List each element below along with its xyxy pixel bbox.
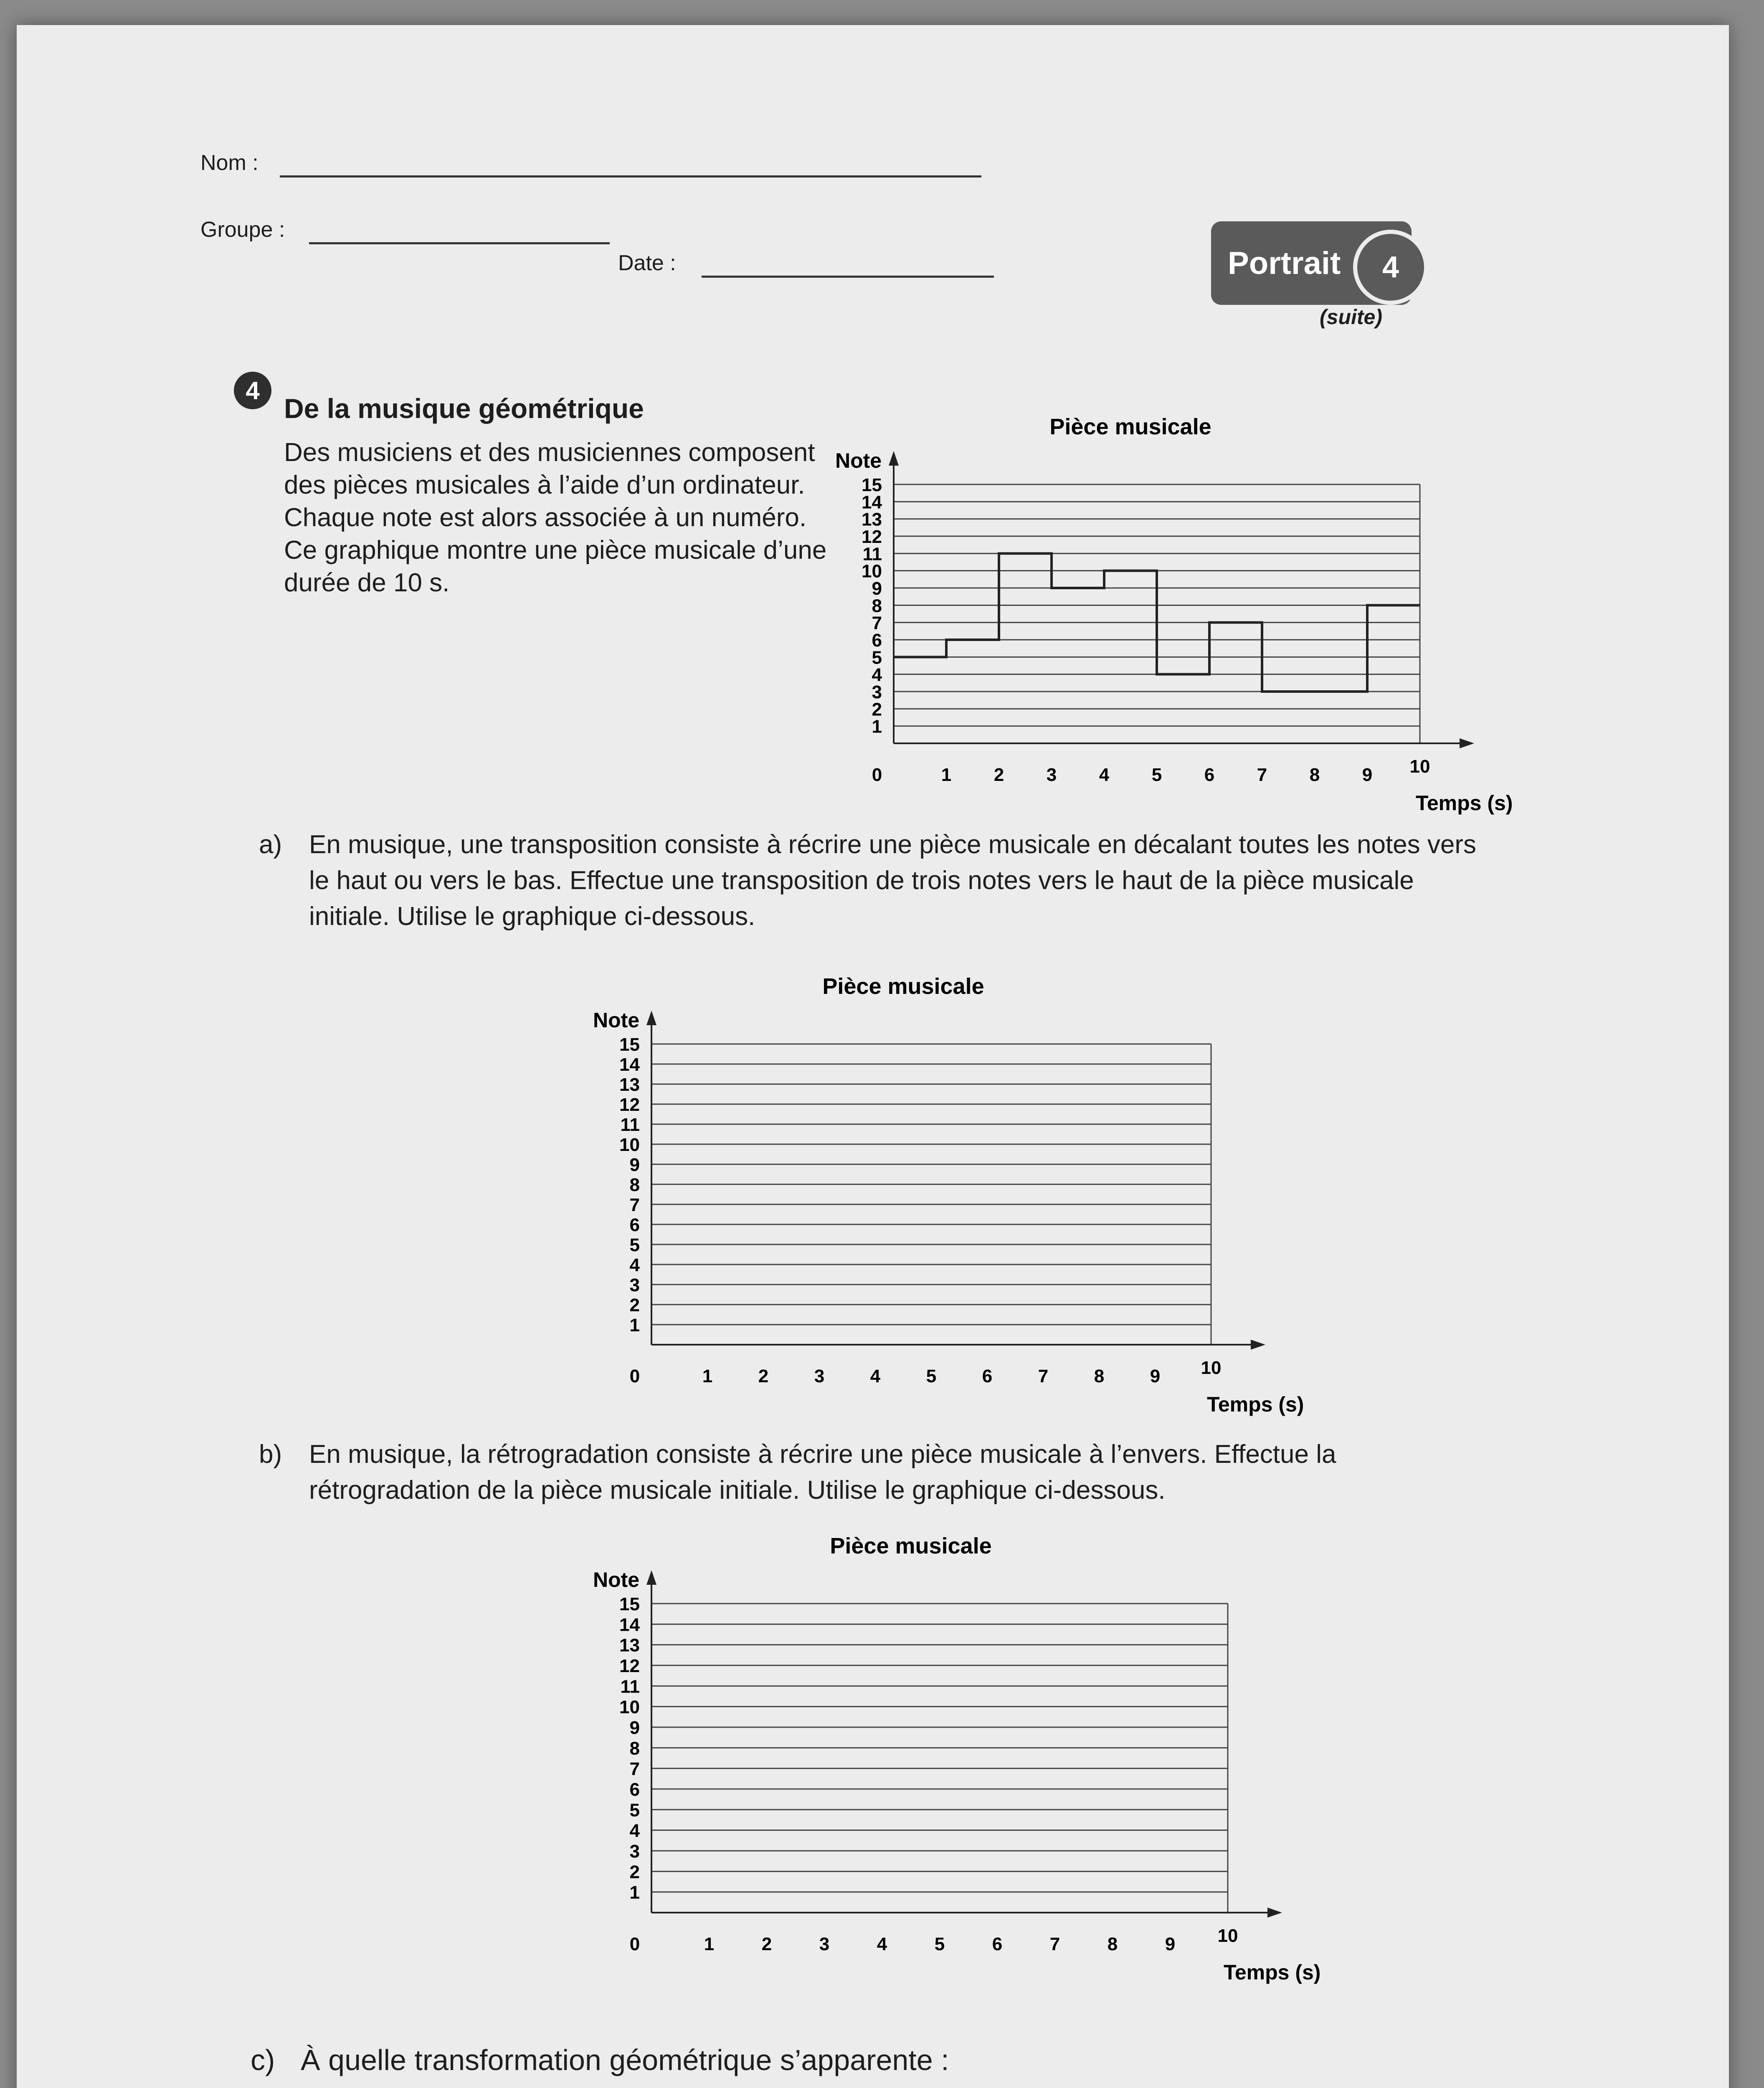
y-tick-label: 3 bbox=[629, 1841, 640, 1862]
y-tick-label: 5 bbox=[629, 1235, 640, 1255]
y-axis-arrow bbox=[646, 1570, 656, 1585]
y-tick-label: 4 bbox=[629, 1255, 640, 1275]
x-tick-label: 4 bbox=[877, 1934, 887, 1954]
x-axis-arrow bbox=[1267, 1908, 1282, 1918]
y-tick-label: 14 bbox=[619, 1054, 640, 1075]
chart-retrogradation[interactable] bbox=[585, 1528, 1353, 1988]
y-tick-label: 2 bbox=[629, 1862, 640, 1883]
y-tick-label: 11 bbox=[862, 544, 882, 565]
x-tick-label: 3 bbox=[814, 1366, 825, 1386]
y-tick-label: 12 bbox=[862, 527, 882, 547]
y-tick-label: 7 bbox=[629, 1759, 640, 1779]
part-c-label: c) bbox=[251, 2044, 275, 2076]
x-tick-label: 0 bbox=[629, 1366, 640, 1386]
x-tick-label: 9 bbox=[1362, 765, 1373, 785]
y-tick-label: 14 bbox=[619, 1614, 640, 1635]
x-tick-label: 7 bbox=[1049, 1934, 1060, 1954]
x-tick-label: 3 bbox=[1046, 765, 1057, 785]
y-tick-label: 15 bbox=[862, 475, 882, 495]
y-tick-label: 7 bbox=[629, 1195, 640, 1215]
part-a-label: a) bbox=[259, 830, 282, 859]
x-tick-label: 9 bbox=[1150, 1366, 1161, 1386]
x-tick-label: 0 bbox=[872, 765, 882, 785]
y-tick-label: 13 bbox=[619, 1074, 640, 1095]
chart-y-axis-label: Note bbox=[593, 1009, 640, 1032]
x-tick-label: 8 bbox=[1094, 1366, 1105, 1386]
date-label: Date : bbox=[618, 251, 676, 275]
y-tick-label: 5 bbox=[872, 647, 882, 668]
x-tick-label: 7 bbox=[1038, 1366, 1049, 1386]
y-tick-label: 8 bbox=[629, 1738, 640, 1759]
x-tick-label: 1 bbox=[704, 1934, 715, 1954]
x-tick-label: 5 bbox=[926, 1366, 937, 1386]
chart-x-axis-label: Temps (s) bbox=[1416, 791, 1513, 815]
y-tick-label: 4 bbox=[629, 1820, 640, 1841]
y-tick-label: 1 bbox=[629, 1315, 640, 1335]
x-tick-label: 10 bbox=[1409, 756, 1430, 777]
chart-x-axis-label: Temps (s) bbox=[1207, 1393, 1304, 1416]
y-axis-arrow bbox=[889, 451, 899, 466]
portrait-badge-text: Portrait bbox=[1228, 245, 1341, 281]
y-tick-label: 11 bbox=[620, 1676, 640, 1697]
question-number: 4 bbox=[234, 372, 271, 409]
chart-original-piece bbox=[827, 409, 1545, 818]
portrait-badge-number: 4 bbox=[1353, 230, 1428, 305]
chart-transposition[interactable] bbox=[585, 969, 1336, 1420]
x-axis-arrow bbox=[1460, 738, 1474, 748]
question-title: De la musique géométrique bbox=[284, 393, 644, 424]
portrait-badge bbox=[1211, 221, 1412, 305]
chart-title: Pièce musicale bbox=[822, 974, 984, 999]
y-tick-label: 2 bbox=[629, 1295, 640, 1315]
chart-y-axis-label: Note bbox=[835, 449, 882, 472]
y-tick-label: 7 bbox=[872, 613, 882, 633]
y-tick-label: 6 bbox=[629, 1215, 640, 1235]
x-tick-label: 6 bbox=[1204, 765, 1215, 785]
x-tick-label: 5 bbox=[934, 1934, 945, 1954]
groupe-line[interactable] bbox=[309, 242, 610, 244]
x-axis-arrow bbox=[1251, 1340, 1265, 1350]
y-tick-label: 12 bbox=[619, 1656, 640, 1676]
y-tick-label: 13 bbox=[862, 509, 882, 530]
x-tick-label: 7 bbox=[1257, 765, 1267, 785]
y-tick-label: 15 bbox=[619, 1034, 640, 1055]
y-tick-label: 4 bbox=[872, 664, 882, 685]
y-tick-label: 13 bbox=[619, 1635, 640, 1656]
y-tick-label: 8 bbox=[629, 1175, 640, 1195]
x-tick-label: 9 bbox=[1165, 1934, 1176, 1954]
y-axis-arrow bbox=[646, 1011, 656, 1025]
y-tick-label: 1 bbox=[629, 1882, 640, 1903]
y-tick-label: 2 bbox=[872, 699, 882, 720]
y-tick-label: 3 bbox=[629, 1275, 640, 1295]
date-line[interactable] bbox=[702, 276, 994, 278]
y-tick-label: 11 bbox=[620, 1115, 640, 1135]
y-tick-label: 10 bbox=[619, 1697, 640, 1718]
y-tick-label: 1 bbox=[872, 716, 882, 737]
x-tick-label: 5 bbox=[1151, 765, 1162, 785]
x-tick-label: 10 bbox=[1201, 1358, 1222, 1378]
groupe-label: Groupe : bbox=[200, 218, 285, 242]
nom-line[interactable] bbox=[280, 175, 981, 177]
part-a-text: En musique, une transposition consiste à récrire une pièce musicale en décalant toutes les notes vers le haut ou vers le bas. Effectue une transposition de trois notes vers le haut de la pièce musicale initiale. Utilise le graphique ci-dessous. bbox=[309, 830, 1476, 931]
x-tick-label: 2 bbox=[994, 765, 1004, 785]
y-tick-label: 5 bbox=[629, 1800, 640, 1821]
question-intro: Des musiciens et des musiciennes composent des pièces musicales à l’aide d’un ordinateur. Chaque note est alors associée à un numéro. Ce graphique montre une pièce musicale d’une durée de 10 s. bbox=[284, 438, 827, 597]
y-tick-label: 10 bbox=[619, 1135, 640, 1155]
y-tick-label: 6 bbox=[872, 630, 882, 651]
x-tick-label: 1 bbox=[941, 765, 952, 785]
x-tick-label: 8 bbox=[1309, 765, 1320, 785]
chart-title: Pièce musicale bbox=[1049, 414, 1211, 439]
part-b-label: b) bbox=[259, 1440, 282, 1469]
x-tick-label: 4 bbox=[1099, 765, 1110, 785]
x-tick-label: 1 bbox=[702, 1366, 713, 1386]
x-tick-label: 4 bbox=[870, 1366, 881, 1386]
x-tick-label: 3 bbox=[819, 1934, 830, 1954]
chart-x-axis-label: Temps (s) bbox=[1224, 1961, 1321, 1984]
y-tick-label: 8 bbox=[872, 595, 882, 616]
x-tick-label: 6 bbox=[992, 1934, 1003, 1954]
y-tick-label: 9 bbox=[629, 1155, 640, 1175]
y-tick-label: 9 bbox=[872, 578, 882, 599]
x-tick-label: 6 bbox=[982, 1366, 993, 1386]
x-tick-label: 2 bbox=[758, 1366, 769, 1386]
y-tick-label: 12 bbox=[619, 1095, 640, 1115]
chart-y-axis-label: Note bbox=[593, 1568, 640, 1591]
y-tick-label: 14 bbox=[862, 492, 882, 513]
y-tick-label: 3 bbox=[872, 682, 882, 702]
suite-label: (suite) bbox=[1320, 305, 1382, 329]
x-tick-label: 2 bbox=[761, 1934, 772, 1954]
worksheet-page bbox=[17, 25, 1729, 2088]
y-tick-label: 9 bbox=[629, 1718, 640, 1738]
nom-label: Nom : bbox=[200, 151, 259, 175]
y-tick-label: 15 bbox=[619, 1594, 640, 1614]
x-tick-label: 0 bbox=[629, 1934, 640, 1954]
part-c-text: À quelle transformation géométrique s’apparente : bbox=[301, 2044, 949, 2076]
y-tick-label: 10 bbox=[862, 561, 882, 582]
x-tick-label: 10 bbox=[1217, 1926, 1238, 1946]
x-tick-label: 8 bbox=[1107, 1934, 1118, 1954]
y-tick-label: 6 bbox=[629, 1779, 640, 1800]
part-b-text: En musique, la rétrogradation consiste à récrire une pièce musicale à l’envers. Effectue la rétrogradation de la pièce musicale initiale. Utilise le graphique ci-dessous. bbox=[309, 1440, 1336, 1505]
chart-title: Pièce musicale bbox=[830, 1533, 992, 1558]
